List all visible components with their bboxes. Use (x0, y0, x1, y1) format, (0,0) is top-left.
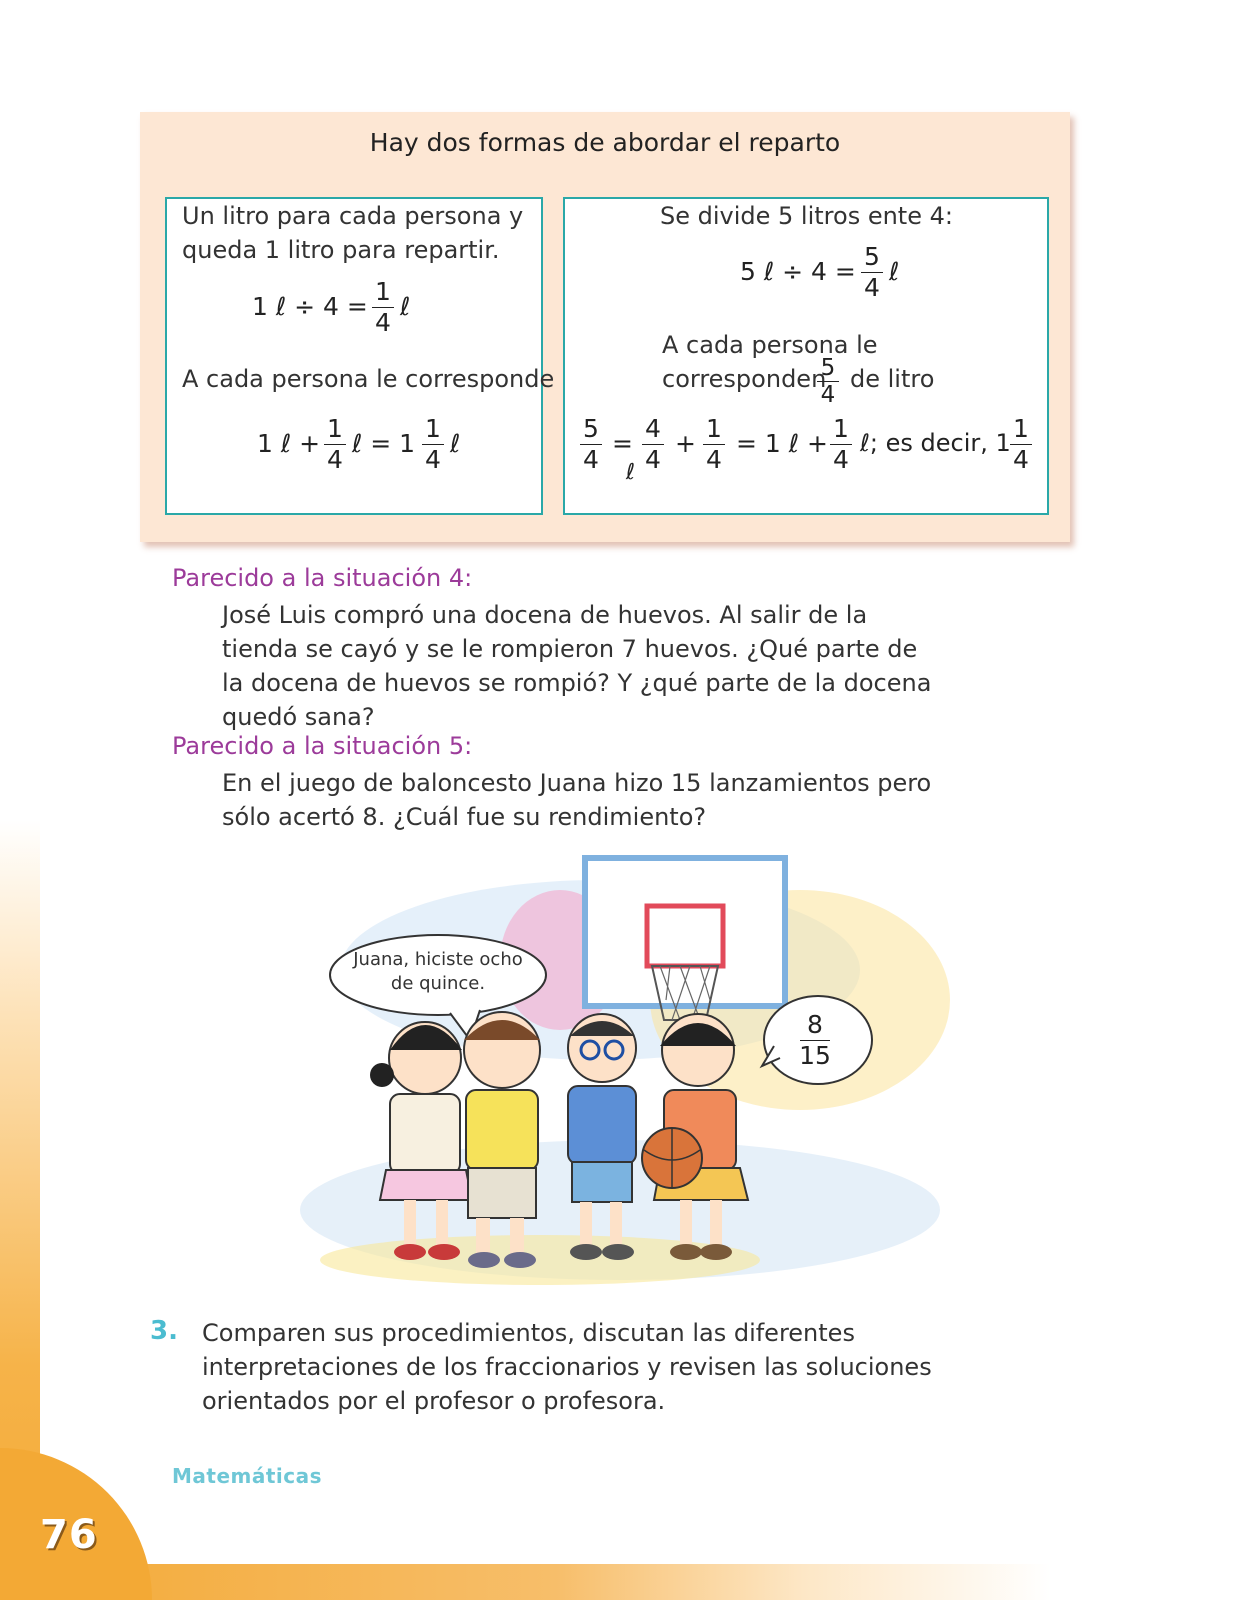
speech-line-1: Juana, hiciste ocho (353, 949, 523, 970)
right-eq2-fraction-2 (640, 414, 666, 475)
left-eq2-fraction-1 (322, 414, 348, 475)
fraction-numerator: 5 (864, 242, 880, 271)
fraction-denominator: 4 (820, 382, 836, 408)
left-eq1-unit: ℓ (400, 292, 411, 321)
left-eq2-part-a: 1 ℓ + (257, 429, 321, 458)
speech-bubble-left-text (338, 948, 538, 996)
page-bottom-decoration (0, 1564, 1236, 1600)
right-eq2-unit-sub: ℓ (626, 460, 636, 485)
fraction-numerator: 8 (807, 1010, 823, 1039)
speech-line-2: de quince. (390, 973, 486, 994)
right-eq2-middle: = 1 ℓ + (736, 429, 828, 458)
page-number: 76 (40, 1512, 98, 1558)
fraction-numerator: 5 (820, 355, 836, 381)
fraction-denominator: 4 (1013, 445, 1029, 474)
fraction-numerator: 1 (375, 277, 391, 306)
left-eq1-fraction (370, 277, 396, 338)
left-line-1: Un litro para cada persona y (182, 202, 524, 230)
right-eq2-fraction-1 (578, 414, 604, 475)
fraction-denominator: 4 (375, 308, 391, 337)
panel-title: Hay dos formas de abordar el reparto (369, 128, 841, 157)
fraction-numerator: 1 (425, 414, 441, 443)
question-3-text: Comparen sus procedimientos, discutan las diferentes interpretaciones de los fraccionarios y revisen las soluciones orientados por el profesor o profesora. (202, 1319, 932, 1415)
fraction-numerator: 1 (706, 414, 722, 443)
right-eq1-fraction (859, 242, 885, 303)
fraction-denominator: 4 (645, 445, 661, 474)
right-eq1-unit: ℓ (889, 257, 900, 286)
question-3-number: 3. (150, 1316, 178, 1346)
right-line-2: A cada persona le (662, 331, 878, 359)
fraction-denominator: 4 (425, 445, 441, 474)
right-eq2-fraction-4 (828, 414, 854, 475)
left-line-3: A cada persona le corresponde (182, 365, 555, 393)
fraction-denominator: 4 (327, 445, 343, 474)
right-equation-1: 5 ℓ ÷ 4 = (740, 257, 856, 286)
speech-bubble-right-fraction (798, 1010, 832, 1071)
fraction-numerator: 1 (1013, 414, 1029, 443)
right-eq2-tail: ℓ; es decir, 1 (860, 429, 1011, 457)
subject-label: Matemáticas (172, 1464, 323, 1488)
right-eq2-plus: + (675, 429, 696, 458)
fraction-numerator: 5 (583, 414, 599, 443)
right-line-3a: corresponden (662, 365, 827, 393)
situation-4-heading: Parecido a la situación 4: (172, 564, 473, 592)
right-line-1: Se divide 5 litros ente 4: (660, 202, 953, 230)
left-eq2-part-b: ℓ = 1 (352, 429, 416, 458)
right-line-3b: de litro (850, 365, 935, 393)
left-eq2-unit: ℓ (450, 429, 461, 458)
left-line-2: queda 1 litro para repartir. (182, 236, 500, 264)
fraction-denominator: 15 (799, 1041, 831, 1070)
right-eq2-fraction-3 (701, 414, 727, 475)
fraction-denominator: 4 (706, 445, 722, 474)
fraction-numerator: 1 (327, 414, 343, 443)
situation-5-text: En el juego de baloncesto Juana hizo 15 lanzamientos pero sólo acertó 8. ¿Cuál fue su rendimiento? (222, 769, 932, 831)
fraction-denominator: 4 (833, 445, 849, 474)
fraction-numerator: 4 (645, 414, 661, 443)
fraction-numerator: 1 (833, 414, 849, 443)
situation-4-text: José Luis compró una docena de huevos. Al salir de la tienda se cayó y se le rompieron 7 huevos. ¿Qué parte de la docena de huevos se rompió? Y ¿qué parte de la docena quedó sana? (222, 601, 932, 731)
basketball-illustration (240, 850, 980, 1300)
situation-5-heading: Parecido a la situación 5: (172, 732, 473, 760)
left-eq2-fraction-2 (420, 414, 446, 475)
fraction-denominator: 4 (864, 273, 880, 302)
fraction-denominator: 4 (583, 445, 599, 474)
right-eq2-fraction-5 (1008, 414, 1034, 475)
right-eq2-equals: = (612, 429, 633, 458)
right-line3-fraction (815, 355, 841, 408)
left-equation-1: 1 ℓ ÷ 4 = (252, 292, 368, 321)
